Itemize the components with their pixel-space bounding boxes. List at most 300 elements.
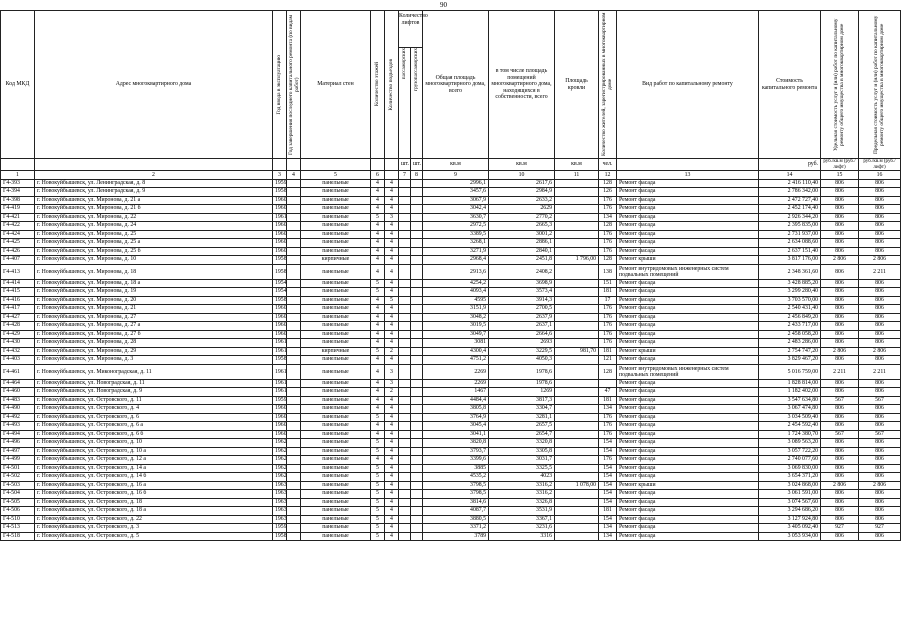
table-cell: 806 [821,239,859,248]
table-cell: 1 796,00 [555,256,599,265]
table-cell [399,322,411,331]
table-cell: 3326,8 [489,498,555,507]
table-cell [287,288,301,297]
table-cell: 4 [385,239,399,248]
table-cell: 4751,2 [423,356,489,365]
table-cell [555,413,599,422]
table-cell: Ремонт фасада [617,296,759,305]
table-cell [599,379,617,388]
table-cell: г. Новокуйбышевск, ул. Островского, д. 10 [35,439,273,448]
table-row [1,456,901,465]
table-cell: 151 [599,279,617,288]
table-cell [555,230,599,239]
table-cell [287,230,301,239]
table-cell [555,364,599,379]
table-cell: 2 754 747,20 [759,347,821,356]
table-cell: 806 [859,330,901,339]
table-cell [399,364,411,379]
table-row [1,322,901,331]
table-cell [555,439,599,448]
table-cell [411,347,423,356]
table-cell: Ремонт фасада [617,515,759,524]
table-cell: 1 078,00 [555,481,599,490]
table-cell: 2 454 592,40 [759,422,821,431]
table-cell [555,515,599,524]
table-cell [287,524,301,533]
table-cell: панельные [301,456,371,465]
table-cell: 176 [599,430,617,439]
table-cell [287,396,301,405]
table-cell [399,481,411,490]
table-cell: 4 [385,230,399,239]
table-cell: 3067,9 [423,196,489,205]
table-cell: панельные [301,196,371,205]
table-cell: 2886,1 [489,239,555,248]
table-cell: 806 [821,379,859,388]
table-cell: 128 [599,222,617,231]
column-number-cell: 8 [411,171,423,180]
table-cell: 2637,1 [489,322,555,331]
table-cell: 2 458 058,20 [759,330,821,339]
table-cell: панельные [301,422,371,431]
table-cell: 4 [371,256,385,265]
table-cell: Г4-504 [1,490,35,499]
table-row [1,447,901,456]
table-cell: 3 294 686,20 [759,507,821,516]
table-cell: 1959 [273,179,287,188]
table-row [1,279,901,288]
table-cell: 176 [599,239,617,248]
table-cell: 3793,7 [423,447,489,456]
table-cell: г. Новокуйбышевск, ул. Миронова, д. 25 [35,230,273,239]
table-cell: 1958 [273,264,287,279]
table-cell [287,347,301,356]
table-cell: 2 348 361,60 [759,264,821,279]
table-cell [399,456,411,465]
table-cell [411,247,423,256]
header-lifts-freight: грузопассажирских [413,48,420,92]
table-cell: Ремонт крыши [617,347,759,356]
table-cell: г. Новокуйбышевск, ул. Миронова, д. 21 б [35,205,273,214]
table-cell [411,422,423,431]
table-cell [555,222,599,231]
table-cell: г. Новокуйбышевск, ул. Островского, д. 14 б [35,473,273,482]
table-cell: 176 [599,322,617,331]
table-cell: панельные [301,213,371,222]
table-cell: 176 [599,313,617,322]
table-cell: 806 [821,439,859,448]
table-cell [399,239,411,248]
table-row [1,413,901,422]
table-cell: панельные [301,322,371,331]
table-cell: 4 [371,430,385,439]
table-cell: 176 [599,205,617,214]
table-cell: г. Новокуйбышевск, ул. Ленинградская, д. 9 [35,188,273,197]
table-cell: 4 [385,447,399,456]
table-cell: 4 [385,481,399,490]
table-cell: Г4-464 [1,379,35,388]
table-cell: 2 456 849,20 [759,313,821,322]
table-cell [287,239,301,248]
table-row [1,481,901,490]
table-cell: 1958 [273,188,287,197]
table-cell: Ремонт фасада [617,524,759,533]
table-row [1,379,901,388]
table-cell: 806 [821,322,859,331]
header-year-built: Год ввода в эксплуатацию [273,11,287,159]
table-cell [411,507,423,516]
table-cell [555,305,599,314]
table-row [1,213,901,222]
table-cell: 4 [371,305,385,314]
table-cell: 2269 [423,379,489,388]
table-cell: панельные [301,447,371,456]
table-cell: Ремонт фасада [617,507,759,516]
table-cell [555,524,599,533]
table-cell: 2 806 [821,256,859,265]
table-cell: 806 [859,515,901,524]
table-cell: 3789 [423,532,489,541]
table-cell: 4 [385,279,399,288]
table-cell: 4 [385,515,399,524]
header-entrances: Количество подъездов [385,11,399,159]
table-cell: Ремонт крыши [617,256,759,265]
table-cell: панельные [301,188,371,197]
table-cell [555,422,599,431]
table-cell: 4093,4 [423,288,489,297]
table-cell: Г4-461 [1,364,35,379]
table-cell: Г4-490 [1,405,35,414]
table-cell [555,356,599,365]
table-cell: 4254,2 [423,279,489,288]
table-cell [555,473,599,482]
table-cell [287,247,301,256]
header-lifts: Количество лифтов пассажирских грузопассажирских [399,11,423,159]
table-row [1,222,901,231]
table-cell: 5 [371,532,385,541]
table-cell: 3 [385,364,399,379]
table-cell: Ремонт фасада [617,396,759,405]
table-cell: 806 [821,222,859,231]
table-cell: 806 [859,490,901,499]
table-cell [411,515,423,524]
table-cell: г. Новокуйбышевск, ул. Миронова, д. 27 а [35,322,273,331]
unit-area-roof: кв.м [555,159,599,171]
table-cell: г. Новокуйбышевск, ул. Миронова, д. 27 б [35,330,273,339]
table-cell: панельные [301,379,371,388]
table-row [1,473,901,482]
header-floors: Количество этажей [371,11,385,159]
table-cell [555,379,599,388]
table-cell: Ремонт фасада [617,422,759,431]
table-cell [287,498,301,507]
table-cell [287,379,301,388]
unit-residents: чел. [599,159,617,171]
table-cell: 4 [371,396,385,405]
table-cell: г. Новокуйбышевск, ул. Миронова, д. 25 б [35,247,273,256]
table-cell: г. Новокуйбышевск, ул. Миронова, д. 21 а [35,196,273,205]
table-cell: панельные [301,230,371,239]
table-row [1,364,901,379]
table-cell: 1962 [273,473,287,482]
table-cell: 4 [385,430,399,439]
table-cell: Ремонт фасада [617,230,759,239]
table-cell: Ремонт внутридомовых инженерных систем подвальных помещений [617,364,759,379]
table-cell: 4 [371,264,385,279]
table-cell: Ремонт внутридомовых инженерных систем подвальных помещений [617,264,759,279]
table-cell: 1960 [273,205,287,214]
table-row [1,396,901,405]
table-cell: 927 [859,524,901,533]
table-cell: 2629 [489,205,555,214]
table-cell [411,213,423,222]
table-cell: Г4-413 [1,264,35,279]
table-cell: Ремонт фасада [617,456,759,465]
table-cell: 154 [599,481,617,490]
table-cell: Г4-502 [1,473,35,482]
table-cell: 806 [859,239,901,248]
table-cell: Ремонт крыши [617,481,759,490]
table-cell: 4 [371,388,385,397]
table-cell: 4 [385,256,399,265]
table-cell: 3805,8 [423,405,489,414]
table-cell: 2 926 344,20 [759,213,821,222]
column-number-cell: 5 [301,171,371,180]
table-cell: 4 [385,464,399,473]
table-cell: 2 786 342,00 [759,188,821,197]
table-cell: г. Новокуйбышевск, ул. Островского, д. 6 [35,413,273,422]
table-cell [287,213,301,222]
table-cell: панельные [301,313,371,322]
table-cell: 181 [599,396,617,405]
table-cell [399,179,411,188]
table-cell: 806 [821,264,859,279]
table-cell: панельные [301,473,371,482]
table-cell: 1961 [273,364,287,379]
table-cell [287,339,301,348]
table-cell: 3 [385,213,399,222]
table-cell: 5 [371,213,385,222]
table-cell: Ремонт фасада [617,196,759,205]
table-cell [399,213,411,222]
table-cell: 5 [371,464,385,473]
table-row [1,239,901,248]
table-cell [287,413,301,422]
table-cell: 1961 [273,347,287,356]
table-cell [411,388,423,397]
table-cell: Ремонт фасада [617,473,759,482]
table-cell: 4 [385,313,399,322]
unit-area-private: кв.м [489,159,555,171]
table-cell: Г4-427 [1,313,35,322]
unit-area-total: кв.м [423,159,489,171]
table-cell: 3531,9 [489,507,555,516]
table-cell [399,396,411,405]
table-cell: Ремонт фасада [617,247,759,256]
table-cell: 5 016 759,00 [759,364,821,379]
table-cell: 4 [385,456,399,465]
table-row [1,188,901,197]
table-cell [399,413,411,422]
table-cell [287,296,301,305]
table-cell [399,347,411,356]
table-cell: 4 [371,188,385,197]
table-cell: 3457,6 [423,188,489,197]
table-cell [287,532,301,541]
table-cell [411,490,423,499]
table-cell: 806 [821,313,859,322]
table-cell: 2657,5 [489,422,555,431]
table-cell: 5 [371,515,385,524]
table-cell: Г4-518 [1,532,35,541]
table-cell [399,196,411,205]
table-cell: Г4-510 [1,515,35,524]
table-cell [411,379,423,388]
table-cell: 5 [371,498,385,507]
table-cell: 806 [859,532,901,541]
header-work-type: Вид работ по капитальному ремонту [617,11,759,159]
table-cell: 134 [599,213,617,222]
table-cell: 2 483 286,00 [759,339,821,348]
table-cell: 4 [385,179,399,188]
table-cell: 806 [821,447,859,456]
table-cell: 4 [371,356,385,365]
table-cell: 806 [859,288,901,297]
table-cell: Г4-422 [1,222,35,231]
table-cell: 2770,2 [489,213,555,222]
table-cell [411,356,423,365]
table-cell: 5 [371,447,385,456]
table-cell: 3268,1 [423,239,489,248]
table-cell: 2 634 088,60 [759,239,821,248]
table-cell: 3367,1 [489,515,555,524]
table-cell: Ремонт фасада [617,222,759,231]
header-residents: Количество жителей, зарегистрированных в многоквартирном доме [599,11,617,159]
table-cell: 3325,5 [489,464,555,473]
table-cell: 3 703 570,00 [759,296,821,305]
table-cell [555,264,599,279]
table-cell [555,196,599,205]
table-cell: 806 [859,213,901,222]
table-cell: панельные [301,430,371,439]
table-cell: 3 024 868,00 [759,481,821,490]
table-cell: 126 [599,188,617,197]
table-cell: Ремонт фасада [617,279,759,288]
table-cell: панельные [301,364,371,379]
table-cell: Г4-393 [1,179,35,188]
table-cell: 154 [599,439,617,448]
table-cell: 1958 [273,532,287,541]
table-cell: г. Новокуйбышевск, ул. Островского, д. 11 [35,396,273,405]
table-cell: 1960 [273,196,287,205]
table-cell: г. Новокуйбышевск, ул. Новоградская, д. 9 [35,388,273,397]
table-cell [399,330,411,339]
column-number-cell: 14 [759,171,821,180]
table-cell [287,515,301,524]
table-cell [287,179,301,188]
table-cell: 806 [859,196,901,205]
table-cell [287,222,301,231]
table-cell: 1961 [273,339,287,348]
table-cell: 5 [371,347,385,356]
table-cell: Ремонт фасада [617,464,759,473]
table-row [1,439,901,448]
table-cell: Г4-428 [1,322,35,331]
table-cell [287,447,301,456]
table-cell: панельные [301,339,371,348]
table-cell [287,430,301,439]
table-cell: 1 182 402,00 [759,388,821,397]
table-cell [555,279,599,288]
table-cell: 3 654 371,20 [759,473,821,482]
table-cell: панельные [301,388,371,397]
table-cell [287,313,301,322]
table-cell: 1960 [273,247,287,256]
table-cell: 4 [385,396,399,405]
table-cell: 2 806 [821,481,859,490]
table-cell: 4 [385,264,399,279]
table-cell: 176 [599,422,617,431]
table-cell: Г4-394 [1,188,35,197]
table-cell: 4 [371,405,385,414]
capital-repair-register-table [0,10,901,541]
table-cell: 4 [385,498,399,507]
table-cell: Г4-414 [1,279,35,288]
table-cell: 47 [599,388,617,397]
table-cell [411,439,423,448]
table-cell: панельные [301,305,371,314]
table-cell [411,196,423,205]
table-cell: 181 [599,347,617,356]
table-cell: 1978,6 [489,364,555,379]
unit-cost: руб. [759,159,821,171]
table-cell: 3 299 280,40 [759,288,821,297]
table-cell: 2408,2 [489,264,555,279]
table-cell: 2913,6 [423,264,489,279]
table-cell: панельные [301,205,371,214]
table-cell [411,305,423,314]
table-cell: 2 395 835,00 [759,222,821,231]
table-cell [399,473,411,482]
table-cell: 2633,2 [489,196,555,205]
table-cell: 4 [371,422,385,431]
table-cell: г. Новокуйбышевск, ул. Островского, д. 6 б [35,430,273,439]
table-row [1,264,901,279]
table-cell: г. Новокуйбышевск, ул. Миронова, д. 21 [35,305,273,314]
table-cell: Ремонт фасада [617,356,759,365]
table-cell [411,464,423,473]
page-number: 90 [440,1,447,9]
table-cell: 1960 [273,422,287,431]
table-cell: 4023 [489,473,555,482]
table-cell [411,473,423,482]
table-cell [411,239,423,248]
table-cell: панельные [301,264,371,279]
table-cell [399,464,411,473]
table-row [1,296,901,305]
column-number-cell: 3 [273,171,287,180]
table-cell: 3316 [489,532,555,541]
table-cell: 806 [821,288,859,297]
table-cell: 4 [371,330,385,339]
table-cell: г. Новокуйбышевск, ул. Миронова, д. 28 [35,339,273,348]
table-cell: 176 [599,230,617,239]
table-cell: 806 [859,464,901,473]
table-row [1,288,901,297]
table-cell: Г4-499 [1,456,35,465]
table-cell: Г4-415 [1,288,35,297]
column-number-cell: 6 [371,171,385,180]
